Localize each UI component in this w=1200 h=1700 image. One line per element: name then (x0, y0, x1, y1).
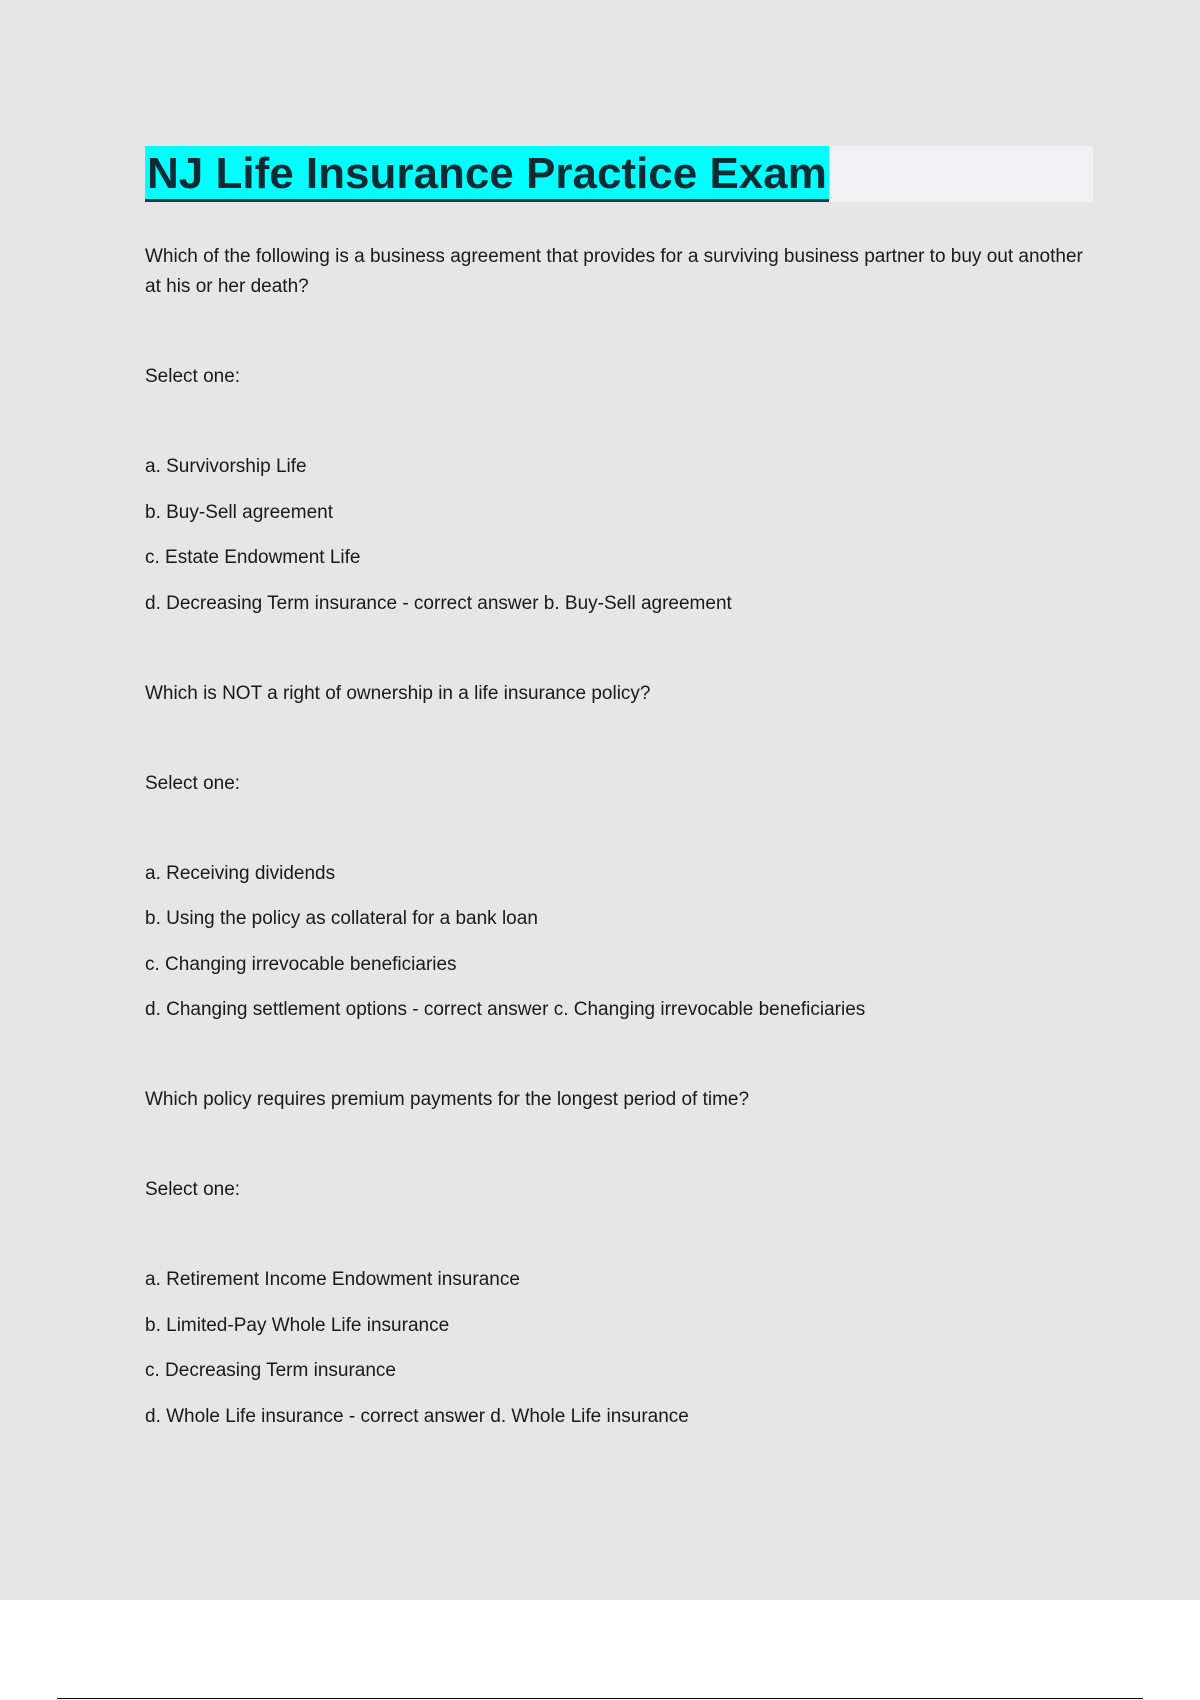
question-3 (145, 1085, 1093, 1432)
answer-option-b: b. Buy-Sell agreement (145, 501, 333, 523)
question-text: Which of the following is a business agreement that provides for a surviving business partner to buy out another at his or her death? (145, 246, 1083, 297)
question-1 (145, 242, 1093, 619)
answer-option-b: b. Using the policy as collateral for a bank loan (145, 908, 538, 929)
answer-option-a: a. Receiving dividends (145, 862, 336, 884)
select-one-label: Select one: (145, 366, 241, 387)
footer-divider (57, 1698, 1143, 1699)
answer-option-c: c. Estate Endowment Life (145, 547, 361, 568)
question-2 (145, 679, 1093, 1026)
title-bar (145, 146, 1093, 202)
answer-option-d: d. Whole Life insurance - correct answer d. Whole Life insurance (145, 1405, 689, 1427)
document-title: NJ Life Insurance Practice Exam (145, 146, 829, 202)
question-text: Which policy requires premium payments for the longest period of time? (145, 1089, 750, 1110)
select-one-label: Select one: (145, 1179, 241, 1200)
answer-option-a: a. Survivorship Life (145, 456, 307, 477)
select-one-label: Select one: (145, 772, 241, 794)
answer-options (145, 452, 1093, 619)
answer-option-c: c. Changing irrevocable beneficiaries (145, 953, 457, 975)
question-text: Which is NOT a right of ownership in a life insurance policy? (145, 682, 651, 704)
answer-option-c: c. Decreasing Term insurance (145, 1360, 396, 1381)
answer-option-a: a. Retirement Income Endowment insurance (145, 1269, 520, 1290)
answer-option-d: d. Changing settlement options - correct answer c. Changing irrevocable beneficiaries (145, 999, 866, 1020)
document-content (145, 146, 1093, 1432)
answer-options (145, 1265, 1093, 1432)
answer-option-d: d. Decreasing Term insurance - correct answer b. Buy-Sell agreement (145, 592, 732, 614)
answer-options (145, 859, 1093, 1026)
answer-option-b: b. Limited-Pay Whole Life insurance (145, 1314, 450, 1336)
